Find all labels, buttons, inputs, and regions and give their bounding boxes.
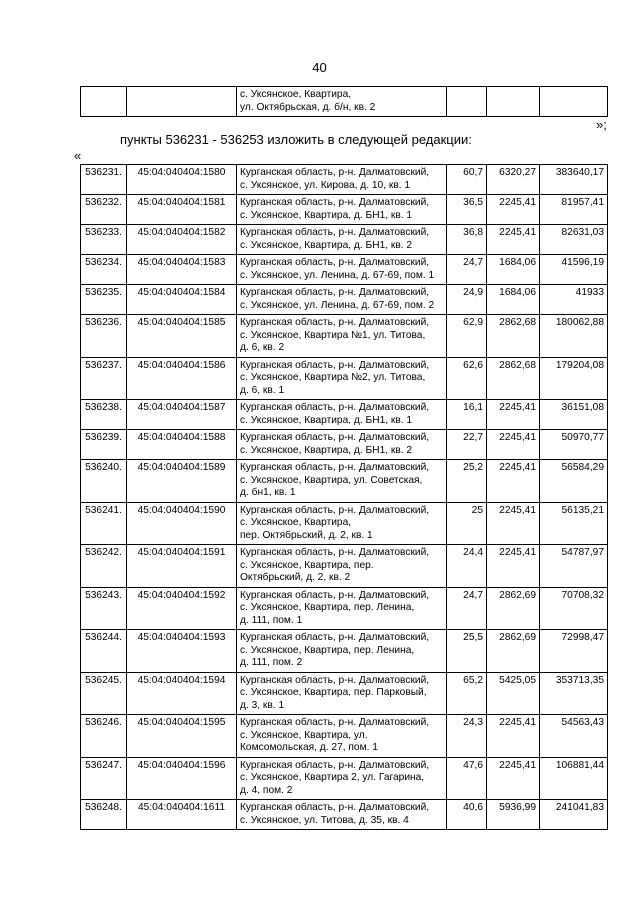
rate-cell: 2245,41 [487,400,540,430]
table-row [81,195,608,225]
number-cell: 536243. [81,587,127,630]
table-row [81,715,608,758]
address-cell: Курганская область, р-н. Далматовский, с. Уксянское, Квартира №2, ул. Титова, д. 6, кв. 1 [237,357,447,400]
address-cell: Курганская область, р-н. Далматовский, с. Уксянское, Квартира, ул. Комсомольская, д. 27, пом. 1 [237,715,447,758]
table-row [81,357,608,400]
rate-cell: 2245,41 [487,430,540,460]
address-cell: Курганская область, р-н. Далматовский, с. Уксянское, Квартира, ул. Советская, д. бн1, кв. 1 [237,460,447,503]
table-row [81,255,608,285]
number-cell: 536242. [81,545,127,588]
number-cell: 536239. [81,430,127,460]
address-cell: Курганская область, р-н. Далматовский, с. Уксянское, Квартира, д. БН1, кв. 1 [237,195,447,225]
address-cell: Курганская область, р-н. Далматовский, с. Уксянское, Квартира, д. БН1, кв. 1 [237,400,447,430]
area-cell: 24,9 [447,285,487,315]
opening-quote: « [74,148,82,163]
number-cell: 536244. [81,630,127,673]
table-row [81,400,608,430]
page-number: 40 [312,60,327,75]
value-cell: 56584,29 [540,460,608,503]
table-row [81,165,608,195]
value-cell: 50970,77 [540,430,608,460]
rate-cell: 5425,05 [487,672,540,715]
rate-cell: 2862,68 [487,315,540,358]
closing-quote: »; [596,117,607,132]
number-cell: 536238. [81,400,127,430]
address-cell: Курганская область, р-н. Далматовский, с. Уксянское, Квартира, пер. Парковый, д. 3, кв. 1 [237,672,447,715]
address-cell: Курганская область, р-н. Далматовский, с. Уксянское, ул. Кирова, д. 10, кв. 1 [237,165,447,195]
table-row [81,502,608,545]
area-cell: 25,2 [447,460,487,503]
value-cell: 179204,08 [540,357,608,400]
cadastral-value-table [80,164,608,830]
cadastral-number-cell: 45:04:040404:1593 [127,630,237,673]
table-row [81,460,608,503]
value-cell: 72998,47 [540,630,608,673]
cadastral-number-cell: 45:04:040404:1585 [127,315,237,358]
address-cell: Курганская область, р-н. Далматовский, с. Уксянское, Квартира, пер. Октябрьский, д. 2, кв. 1 [237,502,447,545]
number-cell: 536234. [81,255,127,285]
address-cell: Курганская область, р-н. Далматовский, с. Уксянское, Квартира, д. БН1, кв. 2 [237,225,447,255]
table-row [81,315,608,358]
number-cell: 536240. [81,460,127,503]
number-cell: 536235. [81,285,127,315]
table-body [81,165,608,830]
cadastral-number-cell: 45:04:040404:1595 [127,715,237,758]
rate-cell [487,87,540,117]
cadastral-number-cell: 45:04:040404:1586 [127,357,237,400]
cadastral-number-cell: 45:04:040404:1591 [127,545,237,588]
number-cell [81,87,127,117]
table-row [81,87,608,117]
value-cell: 383640,17 [540,165,608,195]
value-cell: 106881,44 [540,757,608,800]
cadastral-number-cell: 45:04:040404:1588 [127,430,237,460]
instruction-text: пункты 536231 - 536253 изложить в следующей редакции: [120,132,472,147]
cadastral-number-cell: 45:04:040404:1592 [127,587,237,630]
rate-cell: 6320,27 [487,165,540,195]
rate-cell: 2245,41 [487,225,540,255]
rate-cell: 2245,41 [487,545,540,588]
address-cell: Курганская область, р-н. Далматовский, с. Уксянское, Квартира №1, ул. Титова, д. 6, кв. 2 [237,315,447,358]
area-cell: 60,7 [447,165,487,195]
rate-cell: 1684,06 [487,255,540,285]
address-cell: Курганская область, р-н. Далматовский, с. Уксянское, Квартира, пер. Ленина, д. 111, пом. 1 [237,587,447,630]
value-cell: 56135,21 [540,502,608,545]
address-cell: Курганская область, р-н. Далматовский, с. Уксянское, Квартира 2, ул. Гагарина, д. 4, пом. 2 [237,757,447,800]
number-cell: 536232. [81,195,127,225]
area-cell: 65,2 [447,672,487,715]
cadastral-number-cell: 45:04:040404:1584 [127,285,237,315]
rate-cell: 2245,41 [487,715,540,758]
cadastral-number-cell: 45:04:040404:1582 [127,225,237,255]
value-cell: 70708,32 [540,587,608,630]
area-cell: 62,9 [447,315,487,358]
number-cell: 536233. [81,225,127,255]
number-cell: 536231. [81,165,127,195]
cadastral-number-cell: 45:04:040404:1581 [127,195,237,225]
address-cell: Курганская область, р-н. Далматовский, с. Уксянское, Квартира, пер. Октябрьский, д. 2, кв. 2 [237,545,447,588]
address-cell: Курганская область, р-н. Далматовский, с. Уксянское, ул. Титова, д. 35, кв. 4 [237,800,447,830]
table-row [81,285,608,315]
value-cell: 180062,88 [540,315,608,358]
number-cell: 536236. [81,315,127,358]
value-cell: 54787,97 [540,545,608,588]
area-cell [447,87,487,117]
rate-cell: 2245,41 [487,757,540,800]
previous-table-fragment [80,86,608,117]
cadastral-number-cell: 45:04:040404:1611 [127,800,237,830]
number-cell: 536246. [81,715,127,758]
cadastral-number-cell: 45:04:040404:1596 [127,757,237,800]
value-cell: 41596,19 [540,255,608,285]
area-cell: 36,8 [447,225,487,255]
rate-cell: 2862,69 [487,630,540,673]
area-cell: 16,1 [447,400,487,430]
rate-cell: 2862,69 [487,587,540,630]
rate-cell: 2245,41 [487,502,540,545]
area-cell: 40,6 [447,800,487,830]
value-cell: 353713,35 [540,672,608,715]
rate-cell: 2245,41 [487,460,540,503]
table-row [81,630,608,673]
area-cell: 24,3 [447,715,487,758]
cadastral-number-cell: 45:04:040404:1587 [127,400,237,430]
area-cell: 36,5 [447,195,487,225]
table-row [81,225,608,255]
area-cell: 22,7 [447,430,487,460]
area-cell: 24,7 [447,587,487,630]
cadastral-number-cell: 45:04:040404:1594 [127,672,237,715]
number-cell: 536247. [81,757,127,800]
number-cell: 536245. [81,672,127,715]
number-cell: 536241. [81,502,127,545]
rate-cell: 2245,41 [487,195,540,225]
cadastral-cell [127,87,237,117]
area-cell: 24,4 [447,545,487,588]
value-cell: 36151,08 [540,400,608,430]
cadastral-number-cell: 45:04:040404:1590 [127,502,237,545]
table-row [81,800,608,830]
address-cell: Курганская область, р-н. Далматовский, с. Уксянское, ул. Ленина, д. 67-69, пом. 2 [237,285,447,315]
table-row [81,757,608,800]
cadastral-number-cell: 45:04:040404:1589 [127,460,237,503]
area-cell: 24,7 [447,255,487,285]
table-row [81,672,608,715]
address-cell: Курганская область, р-н. Далматовский, с. Уксянское, Квартира, пер. Ленина, д. 111, пом. 2 [237,630,447,673]
rate-cell: 5936,99 [487,800,540,830]
area-cell: 25,5 [447,630,487,673]
rate-cell: 1684,06 [487,285,540,315]
cadastral-number-cell: 45:04:040404:1580 [127,165,237,195]
value-cell: 82631,03 [540,225,608,255]
cadastral-number-cell: 45:04:040404:1583 [127,255,237,285]
number-cell: 536237. [81,357,127,400]
value-cell: 241041,83 [540,800,608,830]
value-cell: 54563,43 [540,715,608,758]
rate-cell: 2862,68 [487,357,540,400]
value-cell [540,87,608,117]
address-cell: Курганская область, р-н. Далматовский, с. Уксянское, Квартира, д. БН1, кв. 2 [237,430,447,460]
area-cell: 25 [447,502,487,545]
value-cell: 41933 [540,285,608,315]
table-row [81,430,608,460]
value-cell: 81957,41 [540,195,608,225]
address-cell: Курганская область, р-н. Далматовский, с. Уксянское, ул. Ленина, д. 67-69, пом. 1 [237,255,447,285]
area-cell: 62,6 [447,357,487,400]
table-row [81,545,608,588]
area-cell: 47,6 [447,757,487,800]
address-cell: с. Уксянское, Квартира, ул. Октябрьская, д. б/н, кв. 2 [237,87,447,117]
number-cell: 536248. [81,800,127,830]
table-row [81,587,608,630]
